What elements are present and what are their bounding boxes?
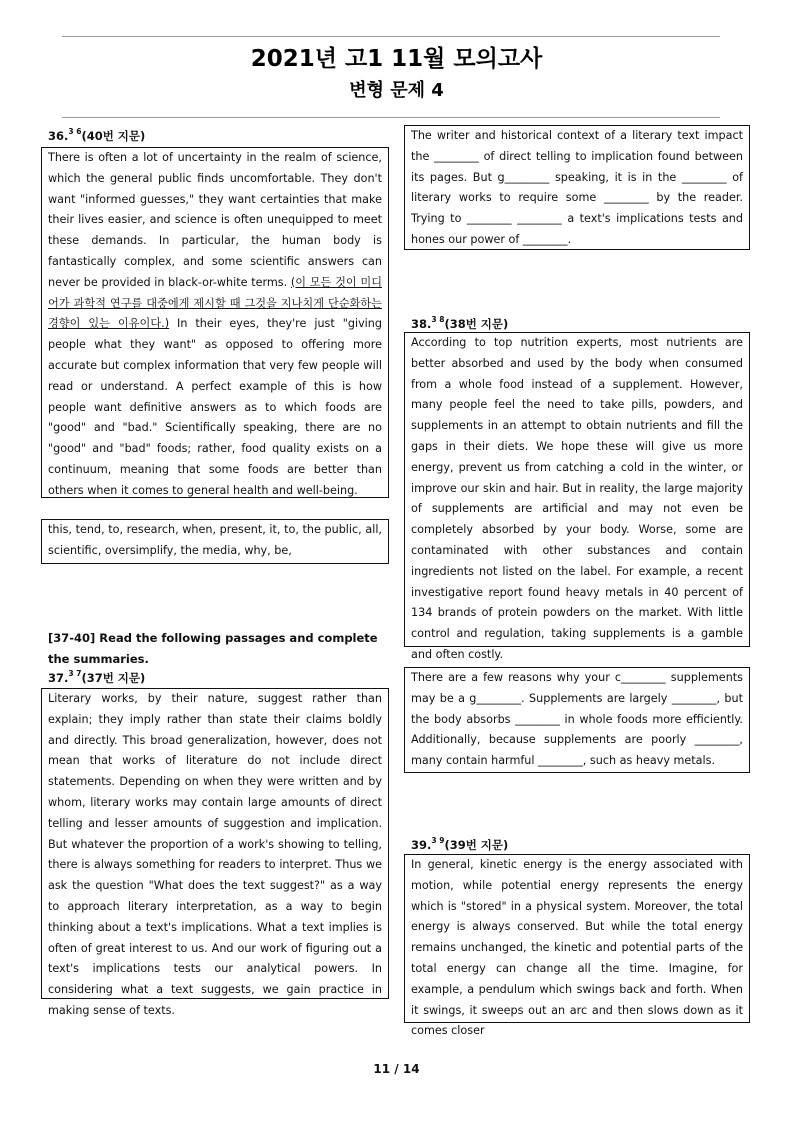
q39-passage: In general, kinetic energy is the energy associated with motion, while potential energy represents the energy which is "stored" in a physical system. Moreover, the total energy is always conserved. But while the total energy remains unchanged, the kinetic and potential parts of the total energy can change all the time. Imagine, for example, a pendulum which swings back and forth. When it swings, it sweeps out an arc and then slows down as it comes closer (411, 858, 743, 1038)
q36-label: 36.$^{3 6}$(40번 지문) (48, 127, 146, 143)
q37-summary-box (404, 125, 750, 250)
page-number: 11 / 14 (373, 1062, 420, 1076)
q39-label: 39.$^{3 9}$(39번 지문) (411, 836, 509, 852)
q36-word-bank: this, tend, to, research, when, present, it, to, the public, all, scientific, oversimplify, the media, why, be, (48, 523, 382, 557)
top-rule (62, 36, 720, 37)
q37-passage-box (41, 688, 389, 1017)
section-instructions: [37-40] Read the following passages and complete the summaries. (48, 631, 378, 666)
header-bottom-rule (62, 117, 720, 118)
page-title: 2021년 고1 11월 모의고사 (250, 46, 543, 72)
q38-passage: According to top nutrition experts, most nutrients are better absorbed and used by the body when consumed from a whole food instead of a supplement. However, many people feel the need to take pills, powders, and supplements in an attempt to obtain nutrients and fill the gaps in their diets. We hope these will give us more energy, prevent us from catching a cold in the winter, or improve our skin and hair. But in reality, the large majority of supplements are artificial and may not even be completely absorbed by your body. Worse, some are contaminated with other substances and contain ingredients not listed on the label. For example, a recent investigative report found heavy metals in 40 percent of 134 brands of protein powders on the market. With little control and regulation, taking supplements is a gamble and often costly. (411, 336, 743, 661)
q38-summary: There are a few reasons why your c________ supplements may be a g________. Supplements are largely ________, but the body absorbs ________ in whole foods more efficiently. Additionally, because supplements are poorly ________, many contain harmful ________, such as heavy metals. (411, 671, 743, 768)
q38-label: 38.$^{3 8}$(38번 지문) (411, 315, 509, 331)
q38-passage-box (404, 332, 750, 661)
q37-passage: Literary works, by their nature, suggest rather than explain; they imply rather than state their claims boldly and directly. This broad generalization, however, does not mean that works of literature do not include direct statements. Depending on when they were written and by whom, literary works may contain large amounts of direct telling and lesser amounts of suggestion and implication. But whatever the proportion of a work's showing to telling, there is always something for readers to interpret. Thus we ask the question "What does the text suggest?" as a way to approach literary interpretation, as a way to begin thinking about a text's implications. What a text implies is often of great interest to us. And our work of figuring out a text's implications tests our analytical powers. In considering what a text suggests, we gain practice in making sense of texts. (48, 692, 382, 1017)
q37-label: 37.$^{3 7}$(37번 지문) (48, 669, 146, 685)
page-subtitle: 변형 문제 4 (349, 80, 444, 101)
q36-korean-prompt: (이 모든 것이 미디어가 과학적 연구를 대중에게 제시할 때 그것을 지나치게 단순화하는 경향이 있는 이유이다.) (48, 275, 382, 331)
q36-passage-box (41, 147, 389, 498)
q39-passage-box (404, 854, 750, 1038)
q38-summary-box (404, 667, 750, 773)
q36-passage: There is often a lot of uncertainty in the realm of science, which the general public finds uncomfortable. They don't want "informed guesses," they want certainties that make their lives easier, and science is often unequipped to meet these demands. In particular, the human body is fantastically complex, and some scientific answers can never be provided in black-or-white terms. (이 모든 것이 미디어가 과학적 연구를 대중에게 제시할 때 그것을 지나치게 단순화하는 경향이 있는 이유이다.) In their eyes, they're just "giving people what they want" as opposed to offering more accurate but complex information that very few people will read or understand. A perfect example of this is how people want definitive answers as to which foods are "good" and "bad." Scientifically speaking, there are no "good" and "bad" foods; rather, food quality exists on a continuum, meaning that some foods are better than others when it comes to general health and well-being. (48, 151, 382, 497)
q37-summary: The writer and historical context of a literary text impact the ________ of direct telling to implication found between its pages. But g________ speaking, it is in the ________ of literary works to require some ________ by the reader. Trying to ________ ________ a text's implications tests and hones our power of ________. (411, 129, 743, 246)
q36-word-bank-box (41, 519, 389, 564)
